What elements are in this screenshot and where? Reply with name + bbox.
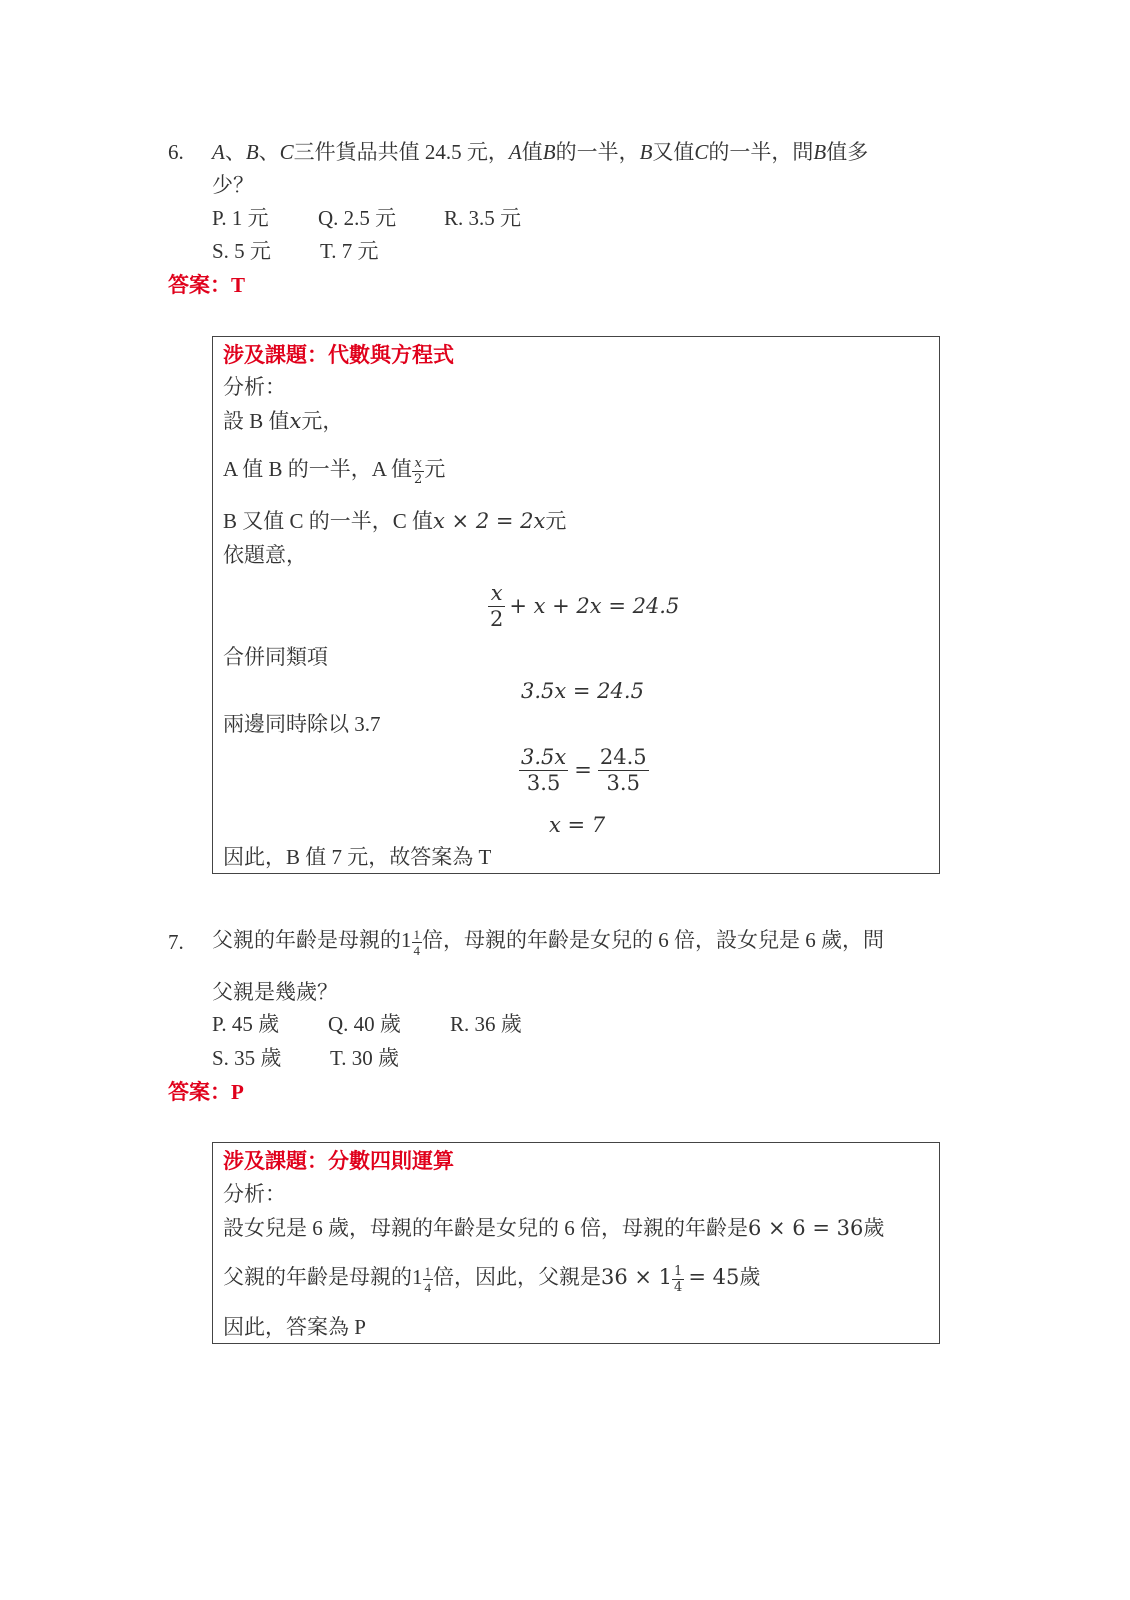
option-t: T. 7 元 — [320, 239, 379, 263]
analysis-line: 兩邊同時除以 3.7 — [223, 712, 381, 736]
equation: $\frac{3.5x}{3.5}$ = $\frac{24.5}{3.5}$ — [521, 745, 647, 795]
fraction: $\frac{x}{2}$ — [414, 455, 423, 487]
option-r: R. 3.5 元 — [444, 206, 522, 230]
question-number: 6. — [168, 140, 184, 164]
question-stem: A、B、C三件貨品共值 24.5 元，A值B的一半，B又值C的一半，問B值多 — [212, 140, 869, 164]
analysis-label: 分析： — [223, 375, 286, 399]
answer-label: 答案：P — [168, 1080, 244, 1104]
equation: x = 7 — [549, 813, 606, 837]
topic-heading: 涉及課題：代數與方程式 — [223, 343, 454, 367]
question-stem-line2: 少？ — [212, 173, 254, 197]
option-r: R. 36 歲 — [450, 1012, 522, 1036]
analysis-line: 設 B 值x元， — [223, 409, 344, 433]
fraction: $\frac{1}{4}$ — [413, 926, 420, 958]
fraction: $\frac{3.5x}{3.5}$ — [521, 745, 567, 795]
question-stem: 父親的年齡是母親的1 $\frac{1}{4}$ 倍，母親的年齡是女兒的 6 倍，設女兒是 6 歲，問 — [212, 926, 884, 958]
analysis-line: B 又值 C 的一半，C 值x × 2 = 2x元 — [223, 509, 567, 533]
question-stem-line2: 父親是幾歲？ — [212, 980, 338, 1004]
option-s: S. 5 元 — [212, 239, 271, 263]
option-p: P. 1 元 — [212, 206, 269, 230]
equation: 3.5x = 24.5 — [521, 679, 644, 703]
option-q: Q. 2.5 元 — [318, 206, 397, 230]
analysis-box — [212, 336, 940, 874]
analysis-label: 分析： — [223, 1182, 286, 1206]
option-q: Q. 40 歲 — [328, 1012, 401, 1036]
analysis-line: A 值 B 的一半，A 值 $\frac{x}{2}$ 元 — [223, 455, 446, 487]
option-p: P. 45 歲 — [212, 1012, 280, 1036]
analysis-line: 合併同類項 — [223, 645, 328, 669]
option-t: T. 30 歲 — [330, 1046, 400, 1070]
fraction: $\frac{1}{4}$ — [424, 1263, 431, 1295]
answer-label: 答案：T — [168, 273, 246, 297]
topic-heading: 涉及課題：分數四則運算 — [223, 1149, 454, 1173]
analysis-line: 設女兒是 6 歲，母親的年齡是女兒的 6 倍，母親的年齡是6 × 6 = 36歲 — [223, 1216, 885, 1240]
fraction: $\frac{24.5}{3.5}$ — [599, 745, 647, 795]
analysis-box — [212, 1142, 940, 1344]
equation: $\frac{x}{2}$ + x + 2x = 24.5 — [490, 581, 680, 631]
analysis-line: 父親的年齡是母親的1 $\frac{1}{4}$ 倍，因此，父親是36 × 1 $\frac{1}{4}$ = 45歲 — [223, 1263, 761, 1295]
option-s: S. 35 歲 — [212, 1046, 282, 1070]
question-number: 7. — [168, 930, 184, 954]
conclusion: 因此，B 值 7 元，故答案為 T — [223, 845, 492, 869]
conclusion: 因此，答案為 P — [223, 1315, 366, 1339]
analysis-line: 依題意， — [223, 543, 307, 567]
fraction: $\frac{1}{4}$ — [674, 1263, 683, 1295]
fraction: $\frac{x}{2}$ — [490, 581, 504, 631]
